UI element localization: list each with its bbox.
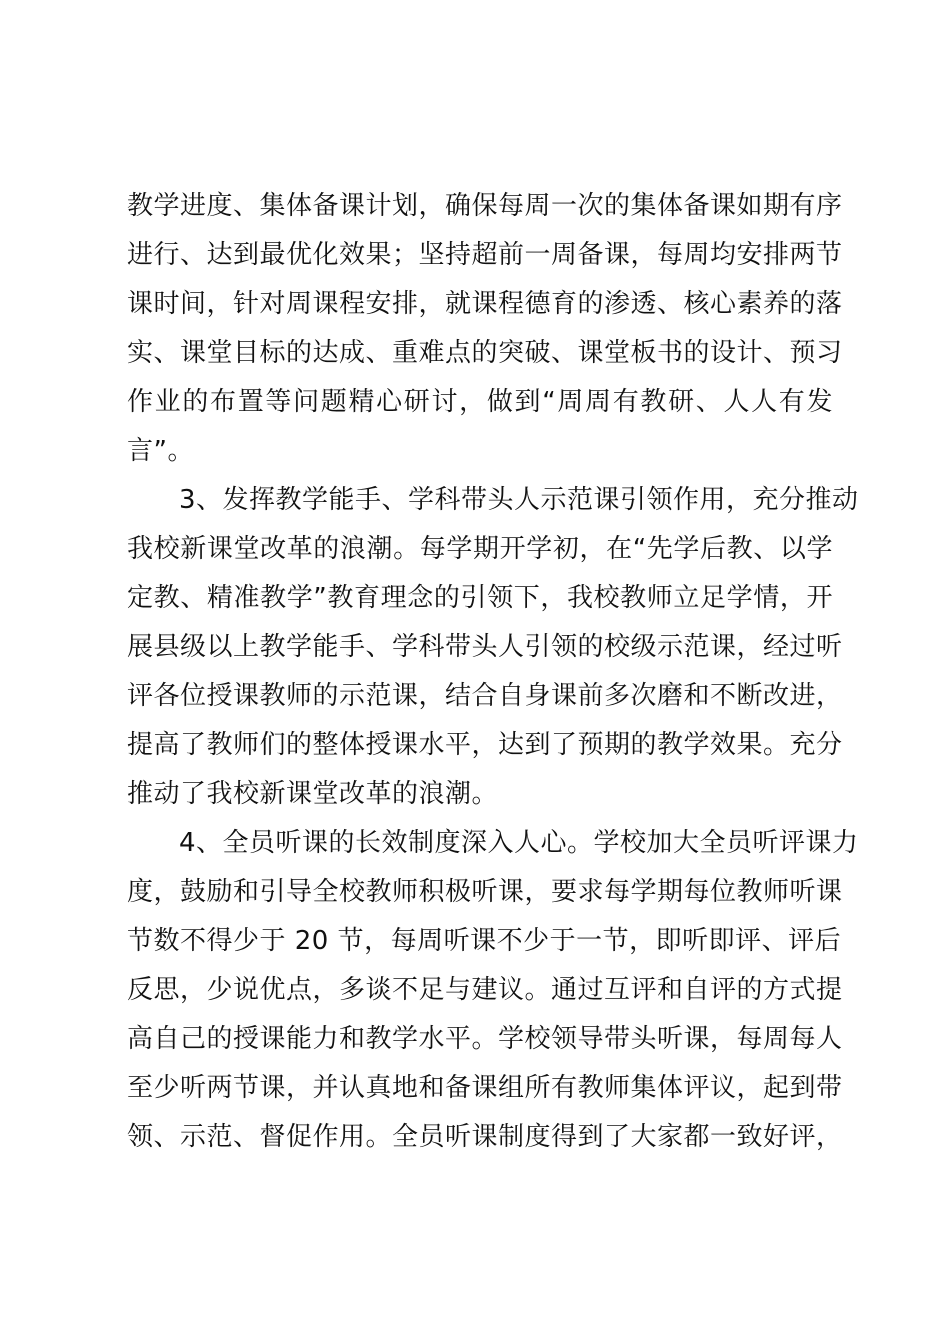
text-line: 定教、精准教学”教育理念的引领下，我校教师立足学情，开 xyxy=(127,583,833,613)
document-body xyxy=(127,182,859,1162)
text-line: 4、全员听课的长效制度深入人心。学校加大全员听评课力 xyxy=(179,828,859,858)
text-line: 评各位授课教师的示范课，结合自身课前多次磨和不断改进， xyxy=(127,681,843,711)
text-line: 进行、达到最优化效果；坚持超前一周备课，每周均安排两节 xyxy=(127,240,843,270)
text-line: 节数不得少于 20 节，每周听课不少于一节，即听即评、评后 xyxy=(127,926,842,956)
text-line: 反思，少说优点，多谈不足与建议。通过互评和自评的方式提 xyxy=(127,975,843,1005)
text-line: 至少听两节课，并认真地和备课组所有教师集体评议，起到带 xyxy=(127,1073,843,1103)
text-line: 我校新课堂改革的浪潮。每学期开学初，在“先学后教、以学 xyxy=(127,534,833,564)
text-line: 展县级以上教学能手、学科带头人引领的校级示范课，经过听 xyxy=(127,632,843,662)
text-line: 推动了我校新课堂改革的浪潮。 xyxy=(127,779,499,809)
paragraph-teaching-plan xyxy=(127,182,843,476)
text-line: 言”。 xyxy=(127,436,194,466)
text-line: 实、课堂目标的达成、重难点的突破、课堂板书的设计、预习 xyxy=(127,338,843,368)
paragraph-lesson-observation xyxy=(127,819,859,1162)
text-line: 教学进度、集体备课计划，确保每周一次的集体备课如期有序 xyxy=(127,191,843,221)
text-line: 作业的布置等问题精心研讨，做到“周周有教研、人人有发 xyxy=(127,387,833,417)
text-line: 高自己的授课能力和教学水平。学校领导带头听课，每周每人 xyxy=(127,1024,843,1054)
text-line: 度，鼓励和引导全校教师积极听课，要求每学期每位教师听课 xyxy=(127,877,843,907)
text-line: 3、发挥教学能手、学科带头人示范课引领作用，充分推动 xyxy=(179,485,859,515)
text-line: 领、示范、督促作用。全员听课制度得到了大家都一致好评， xyxy=(127,1122,843,1152)
text-line: 提高了教师们的整体授课水平，达到了预期的教学效果。充分 xyxy=(127,730,843,760)
paragraph-demonstration-lessons xyxy=(127,476,859,819)
text-line: 课时间，针对周课程安排，就课程德育的渗透、核心素养的落 xyxy=(127,289,843,319)
